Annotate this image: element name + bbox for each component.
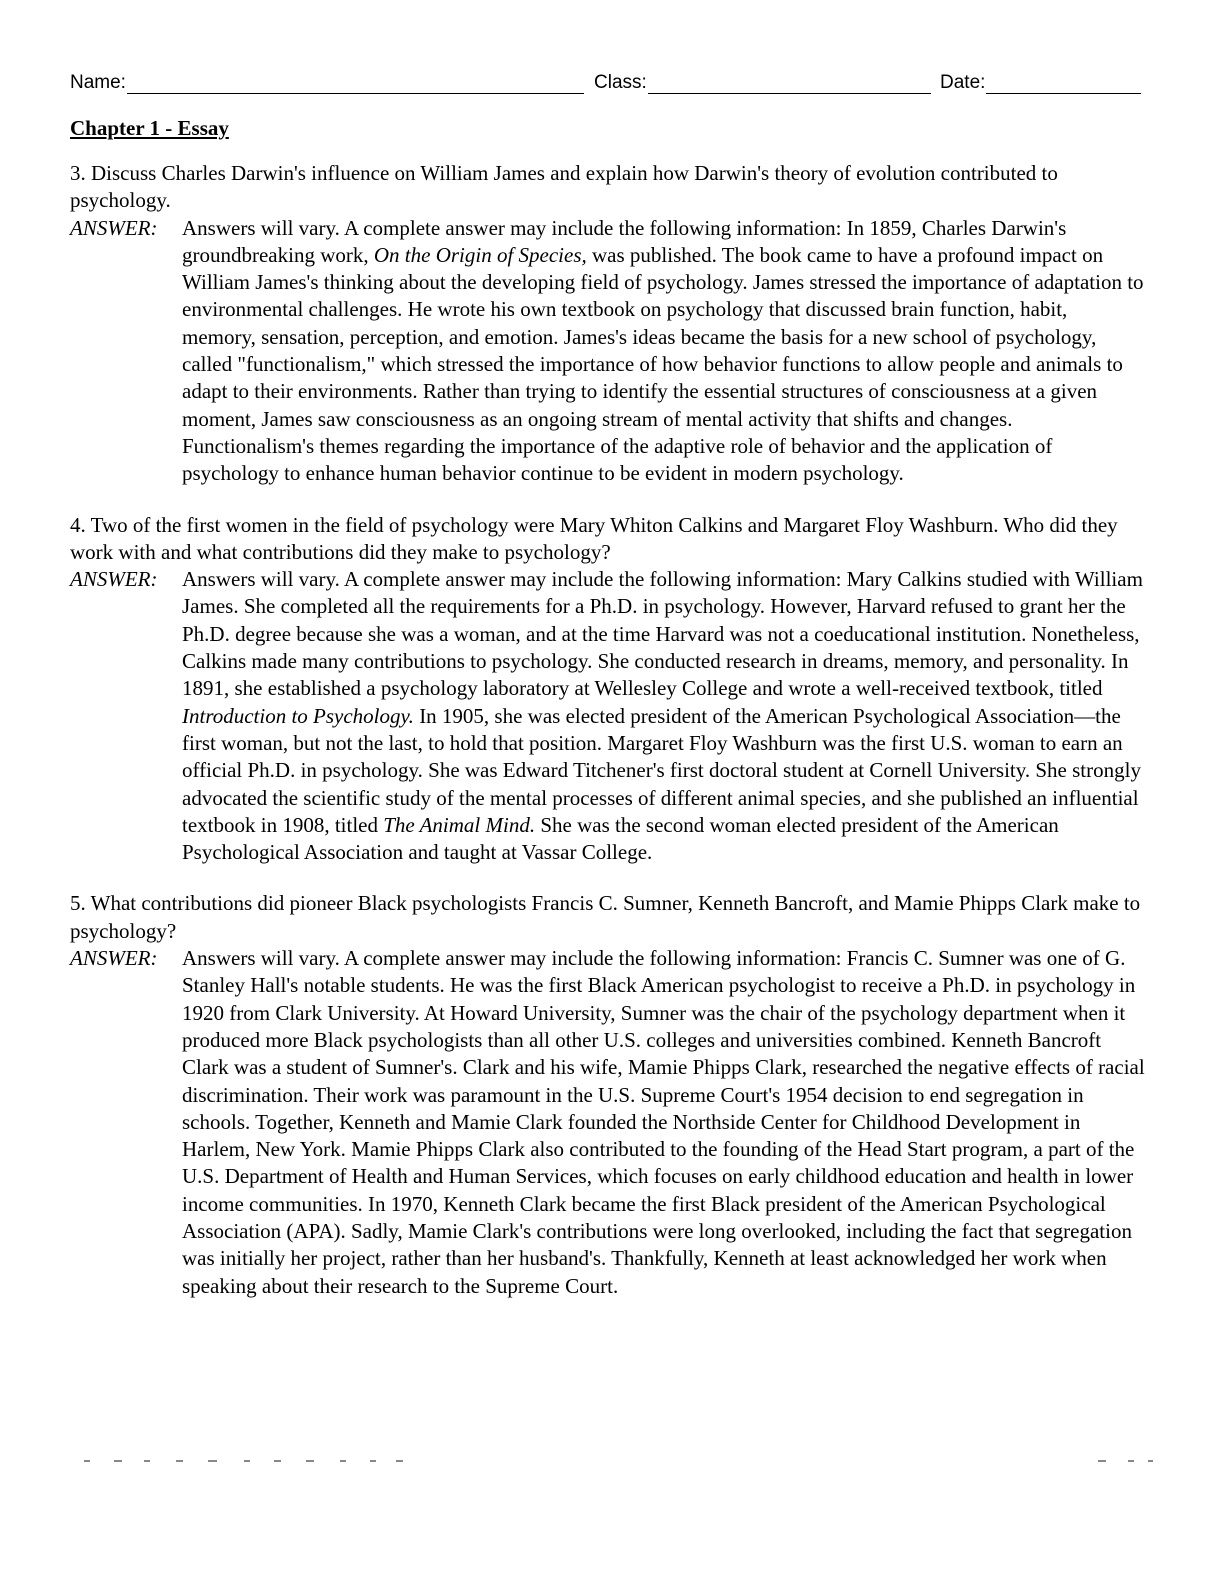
questions-list (70, 160, 1145, 1324)
footer-marks (84, 1460, 1154, 1466)
question-text: 3. Discuss Charles Darwin's influence on William James and explain how Darwin's theory of evolution contributed to psychology. (70, 161, 1058, 213)
answer-segment: In 1905, she was elected president of the American Psychological Association—the first woman, but not the last, to hold that position. Margaret Floy Washburn was the first U.S. woman to earn an official Ph.D. in psychology. She was Edward Titchener's first doctoral student at Cornell University. She strongly advocated the scientific study of the mental processes of different animal species, and she published an influential textbook in 1908, titled (182, 703, 1141, 837)
answer-segment: She was the second woman elected president of the American Psychological Association and taught at Vassar College. (182, 812, 1059, 865)
answer-label: ANSWER: (70, 946, 158, 971)
class-label: Class: (594, 72, 647, 93)
answer (70, 945, 1145, 1300)
date-label: Date: (940, 72, 986, 93)
answer-segment: Answers will vary. A complete answer may include the following information: Francis C. Sumner was one of G. Stanley Hall's notable students. He was the first Black American psychologist to receive a Ph.D. in psychology in 1920 from Clark University. At Howard University, Sumner was the chair of the psychology department when it produced more Black psychologists than all other U.S. colleges and universities combined. Kenneth Bancroft Clark was a student of Sumner's. Clark and his wife, Mamie Phipps Clark, researched the negative effects of racial discrimination. Their work was paramount in the U.S. Supreme Court's 1954 decision to end segregation in schools. Together, Kenneth and Mamie Clark founded the Northside Center for Childhood Development in Harlem, New York. Mamie Phipps Clark also contributed to the founding of the Head Start program, a part of the U.S. Department of Health and Human Services, which focuses on early childhood education and health in lower income communities. In 1970, Kenneth Clark became the first Black president of the American Psychological Association (APA). Sadly, Mamie Clark's contributions were long overlooked, including the fact that segregation was initially her project, rather than her husband's. Thankfully, Kenneth at least acknowledged her work when speaking about their research to the Supreme Court. (182, 946, 1145, 1298)
answer-segment: was published. The book came to have a profound impact on William James's thinking about the developing field of psychology. James stressed the importance of adaptation to environmental challenges. He wrote his own textbook on psychology that discussed brain function, habit, memory, sensation, perception, and emotion. James's ideas became the basis for a new school of psychology, called "functionalism," which stressed the importance of how behavior functions to allow people and animals to adapt to their environments. Rather than trying to identify the essential structures of consciousness at a given moment, James saw consciousness as an ongoing stream of mental activity that shifts and changes. Functionalism's themes regarding the importance of the adaptive role of behavior and the application of psychology to enhance human behavior continue to be evident in modern psychology. (182, 242, 1144, 486)
answer-label: ANSWER: (70, 215, 158, 240)
answer (70, 215, 1145, 488)
question-block (70, 160, 1145, 488)
class-field (594, 72, 931, 94)
question-text: 5. What contributions did pioneer Black psychologists Francis C. Sumner, Kenneth Bancroft, and Mamie Phipps Clark make to psychology? (70, 891, 1141, 943)
header-fields (70, 72, 1145, 98)
answer-text (182, 215, 1145, 488)
answer-label: ANSWER: (70, 567, 158, 592)
class-line[interactable] (648, 73, 931, 94)
date-field (940, 72, 1141, 94)
book-title: Introduction to Psychology. (182, 703, 414, 728)
chapter-title: Chapter 1 - Essay (70, 116, 229, 140)
answer-segment: Answers will vary. A complete answer may include the following information: Mary Calkins studied with William James. She completed all the requirements for a Ph.D. in psychology. However, Harvard refused to grant her the Ph.D. degree because she was a woman, and at the time Harvard was not a coeducational institution. Nonetheless, Calkins made many contributions to psychology. She conducted research in dreams, memory, and personality. In 1891, she established a psychology laboratory at Wellesley College and wrote a well-received textbook, titled (182, 567, 1143, 701)
question-block (70, 890, 1145, 1299)
book-title: The Animal Mind. (383, 812, 536, 837)
answer-segment: Answers will vary. A complete answer may include the following information: In 1859, Charles Darwin's groundbreaking work, (182, 215, 1067, 267)
answer-text (182, 945, 1145, 1300)
name-line[interactable] (127, 73, 584, 94)
date-line[interactable] (986, 73, 1141, 94)
name-field (70, 72, 584, 94)
question-text: 4. Two of the first women in the field of psychology were Mary Whiton Calkins and Margaret Floy Washburn. Who did they work with and what contributions did they make to psychology? (70, 512, 1118, 564)
book-title: On the Origin of Species, (373, 242, 587, 267)
answer (70, 566, 1145, 866)
answer-text (182, 566, 1145, 866)
question-block (70, 512, 1145, 867)
name-label: Name: (70, 72, 126, 93)
